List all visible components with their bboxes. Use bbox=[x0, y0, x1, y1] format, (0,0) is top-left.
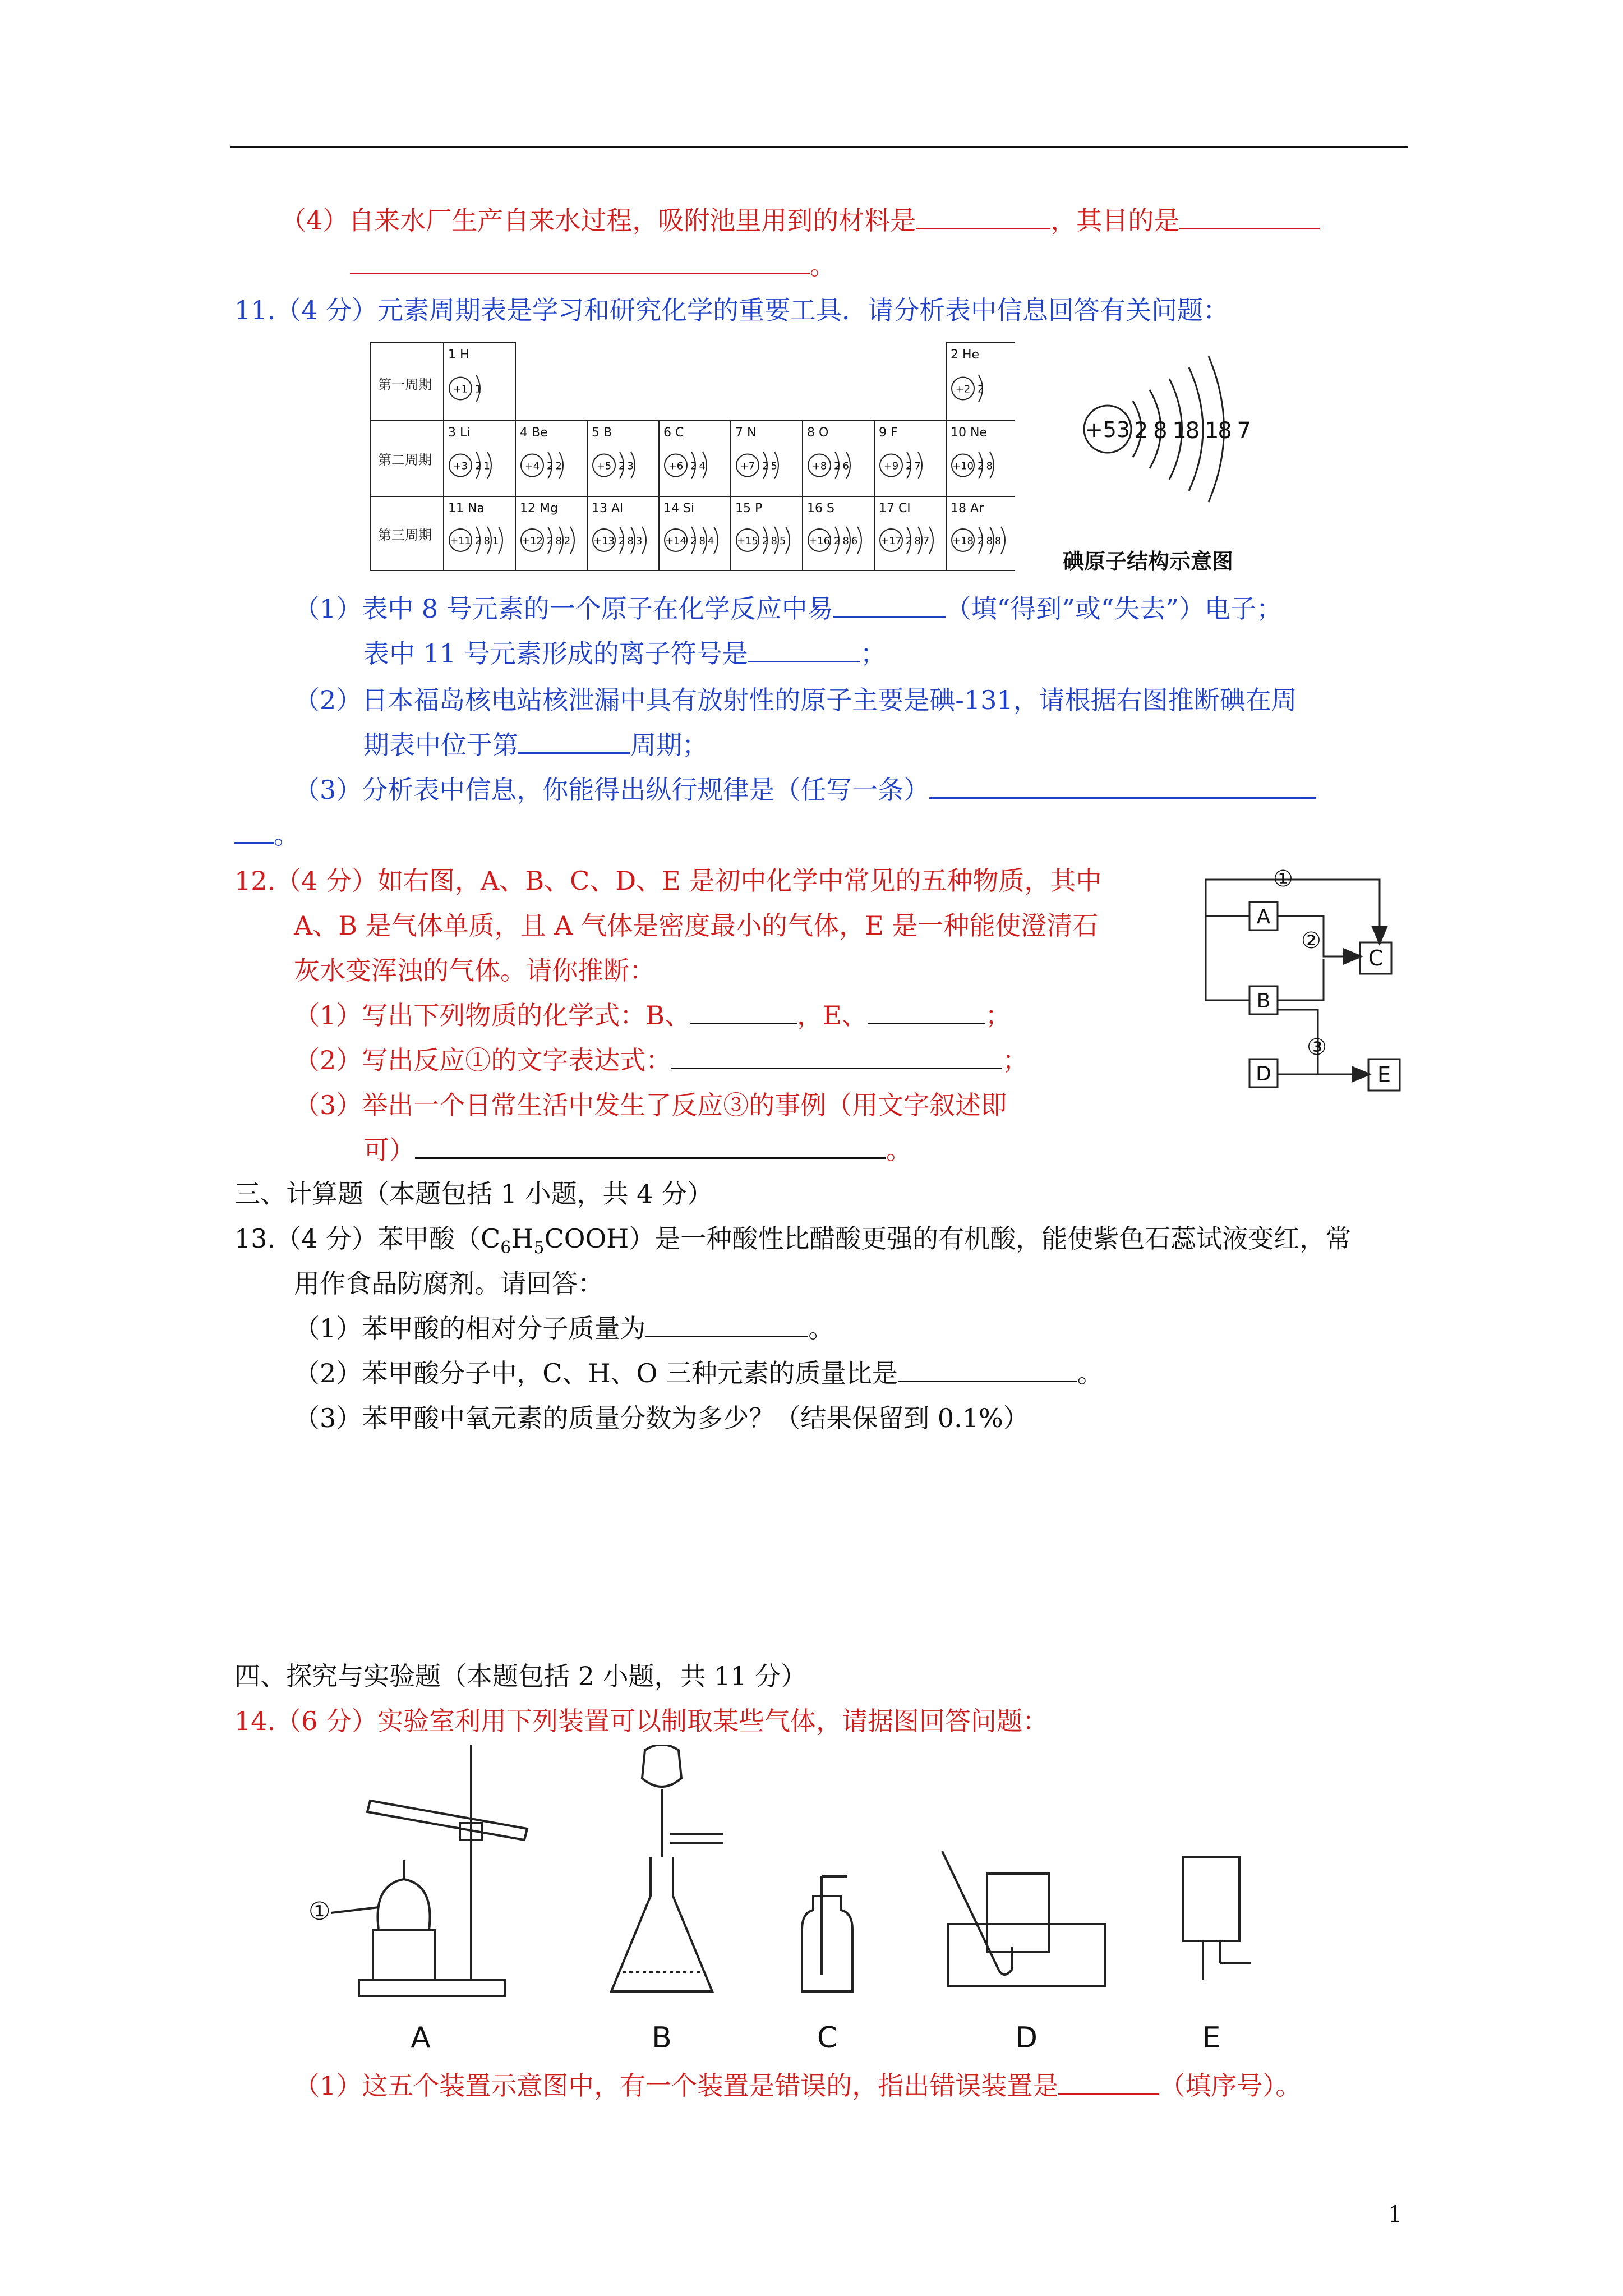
q11-sub2-line2: 期表中位于第 周期； bbox=[363, 730, 708, 760]
element-shells: 2 bbox=[978, 383, 986, 395]
q12-line4: （1）写出下列物质的化学式：B、 ，E、 ； bbox=[294, 1000, 1011, 1030]
reaction-mark-3: ③ bbox=[1307, 1034, 1327, 1060]
q12-line1: 12.（4 分）如右图，A、B、C、D、E 是初中化学中常见的五种物质，其中 bbox=[234, 866, 1102, 896]
q11-sub3-line1: （3）分析表中信息，你能得出纵行规律是（任写一条） bbox=[294, 773, 1316, 807]
element-label: 16 S bbox=[807, 501, 834, 516]
element-nucleus: +9 bbox=[883, 460, 899, 472]
q13-line2: 用作食品防腐剂。请回答： bbox=[294, 1268, 603, 1299]
q12-line6: （3）举出一个日常生活中发生了反应③的事例（用文字叙述即 bbox=[294, 1090, 1007, 1120]
element-shells: 288 bbox=[978, 535, 1004, 547]
element-nucleus: +10 bbox=[952, 460, 974, 472]
element-shells: 28 bbox=[978, 460, 995, 472]
iodine-caption: 碘原子结构示意图 bbox=[1063, 549, 1234, 574]
apparatus-c-bottle bbox=[802, 1896, 852, 1991]
element-label: 7 N bbox=[735, 426, 757, 440]
element-nucleus: +11 bbox=[450, 535, 471, 547]
element-label: 2 He bbox=[951, 348, 980, 362]
node-a: A bbox=[1256, 905, 1271, 928]
node-b: B bbox=[1256, 990, 1271, 1013]
iodine-shells: 2 8 18 18 7 bbox=[1134, 418, 1251, 444]
element-shells: 283 bbox=[619, 535, 645, 547]
period-label-2: 第二周期 bbox=[378, 452, 432, 468]
apparatus-d-bottle bbox=[987, 1874, 1049, 1952]
element-nucleus: +4 bbox=[524, 460, 540, 472]
element-label: 5 B bbox=[592, 426, 612, 440]
apparatus-a-tube bbox=[367, 1801, 527, 1840]
q11-sub2-line1: （2）日本福岛核电站核泄漏中具有放射性的原子主要是碘-131，请根据右图推断碘在周 bbox=[294, 685, 1297, 715]
period-label-3: 第三周期 bbox=[378, 527, 432, 543]
q11-heading: 11.（4 分）元素周期表是学习和研究化学的重要工具．请分析表中信息回答有关问题： bbox=[234, 295, 1229, 325]
element-nucleus: +8 bbox=[811, 460, 827, 472]
apparatus-label-d: D bbox=[1015, 2021, 1038, 2055]
q11-sub3-line2: 。 bbox=[234, 818, 299, 852]
q14-sub1: （1）这五个装置示意图中，有一个装置是错误的，指出错误装置是 （填序号）。 bbox=[294, 2070, 1302, 2101]
periodic-table bbox=[370, 342, 1015, 572]
q11-sub1-line1: （1）表中 8 号元素的一个原子在化学反应中易 （填“得到”或“失去”）电子； bbox=[294, 593, 1282, 624]
element-label: 6 C bbox=[663, 426, 684, 440]
q10-4-line2: 。 bbox=[350, 249, 836, 282]
element-shells: 21 bbox=[475, 460, 492, 472]
element-shells: 282 bbox=[547, 535, 573, 547]
apparatus-mark-1: ① bbox=[308, 1897, 331, 1926]
q14-heading: 14.（6 分）实验室利用下列装置可以制取某些气体，请据图回答问题： bbox=[234, 1706, 1049, 1736]
element-label: 15 P bbox=[735, 501, 763, 516]
element-nucleus: +7 bbox=[740, 460, 755, 472]
iodine-structure-diagram bbox=[1066, 345, 1301, 530]
lab-apparatus-figure bbox=[308, 1745, 1374, 2059]
page-number: 1 bbox=[1388, 2202, 1403, 2228]
q12-line5: （2）写出反应①的文字表达式： ； bbox=[294, 1045, 1029, 1075]
q13-part3: （3）苯甲酸中氧元素的质量分数为多少？（结果保留到 0.1%） bbox=[294, 1403, 1029, 1433]
element-nucleus: +18 bbox=[952, 535, 974, 547]
element-label: 18 Ar bbox=[951, 501, 984, 516]
q12-line3: 灰水变浑浊的气体。请你推断： bbox=[294, 955, 655, 986]
element-shells: 1 bbox=[475, 383, 484, 395]
reaction-mark-2: ② bbox=[1301, 928, 1321, 954]
section-4-heading: 四、探究与实验题（本题包括 2 小题，共 11 分） bbox=[234, 1661, 807, 1691]
apparatus-label-e: E bbox=[1202, 2021, 1221, 2055]
apparatus-a-block bbox=[373, 1930, 435, 1980]
element-label: 3 Li bbox=[448, 426, 471, 440]
period-label-1: 第一周期 bbox=[378, 377, 432, 393]
element-label: 10 Ne bbox=[951, 426, 987, 440]
reaction-mark-1: ① bbox=[1273, 866, 1293, 892]
element-nucleus: +6 bbox=[668, 460, 684, 472]
apparatus-e-bottle bbox=[1183, 1857, 1239, 1941]
apparatus-label-a: A bbox=[411, 2021, 431, 2055]
element-shells: 22 bbox=[547, 460, 564, 472]
q13-part1: （1）苯甲酸的相对分子质量为 。 bbox=[294, 1313, 834, 1343]
node-d: D bbox=[1256, 1062, 1271, 1085]
element-nucleus: +2 bbox=[955, 383, 971, 395]
element-nucleus: +1 bbox=[453, 383, 468, 395]
element-shells: 281 bbox=[475, 535, 501, 547]
section-3-heading: 三、计算题（本题包括 1 小题，共 4 分） bbox=[234, 1179, 713, 1209]
q11-sub1-line2: 表中 11 号元素形成的离子符号是 ； bbox=[363, 638, 886, 669]
element-label: 8 O bbox=[807, 426, 829, 440]
element-shells: 287 bbox=[906, 535, 932, 547]
element-shells: 23 bbox=[619, 460, 636, 472]
header-rule bbox=[230, 146, 1408, 148]
q12-line2: A、B 是气体单质，且 A 气体是密度最小的气体，E 是一种能使澄清石 bbox=[294, 910, 1099, 941]
element-nucleus: +14 bbox=[665, 535, 686, 547]
element-label: 9 F bbox=[879, 426, 898, 440]
element-shells: 284 bbox=[690, 535, 717, 547]
element-label: 4 Be bbox=[520, 426, 548, 440]
element-shells: 25 bbox=[762, 460, 780, 472]
element-nucleus: +12 bbox=[522, 535, 543, 547]
element-label: 13 Al bbox=[592, 501, 624, 516]
element-nucleus: +16 bbox=[809, 535, 830, 547]
element-shells: 24 bbox=[690, 460, 708, 472]
element-nucleus: +17 bbox=[880, 535, 902, 547]
q12-line7: 可） 。 bbox=[363, 1135, 912, 1165]
apparatus-d-trough bbox=[948, 1924, 1105, 1986]
apparatus-label-c: C bbox=[817, 2021, 838, 2055]
reaction-diagram bbox=[1189, 858, 1413, 1105]
element-shells: 26 bbox=[834, 460, 851, 472]
node-e: E bbox=[1377, 1062, 1391, 1087]
element-label: 1 H bbox=[448, 348, 469, 362]
apparatus-label-b: B bbox=[652, 2021, 672, 2055]
apparatus-a-pointer bbox=[331, 1907, 379, 1913]
element-shells: 286 bbox=[834, 535, 860, 547]
q13-part2: （2）苯甲酸分子中，C、H、O 三种元素的质量比是 。 bbox=[294, 1358, 1103, 1388]
apparatus-a-base bbox=[359, 1980, 505, 1996]
apparatus-b-funnel bbox=[642, 1745, 681, 1787]
apparatus-a-lamp bbox=[377, 1879, 430, 1930]
element-nucleus: +15 bbox=[737, 535, 758, 547]
element-label: 12 Mg bbox=[520, 501, 558, 516]
element-label: 11 Na bbox=[448, 501, 485, 516]
q10-4-line1: （4）自来水厂生产自来水过程，吸附池里用到的材料是 ，其目的是 bbox=[280, 204, 1320, 237]
q13-line1: 13.（4 分）苯甲酸$(C_6H_5COOH)$是一种酸性比醋酸更强的有机酸，能使紫色石蕊试液变红，常 bbox=[234, 1223, 1352, 1258]
element-nucleus: +5 bbox=[596, 460, 612, 472]
element-label: 14 Si bbox=[663, 501, 695, 516]
element-label: 17 Cl bbox=[879, 501, 911, 516]
element-shells: 285 bbox=[762, 535, 789, 547]
node-c: C bbox=[1368, 946, 1384, 970]
apparatus-d-tube bbox=[942, 1851, 1012, 1975]
element-nucleus: +13 bbox=[593, 535, 615, 547]
element-nucleus: +3 bbox=[453, 460, 468, 472]
iodine-nucleus: +53 bbox=[1085, 417, 1131, 442]
element-shells: 27 bbox=[906, 460, 923, 472]
